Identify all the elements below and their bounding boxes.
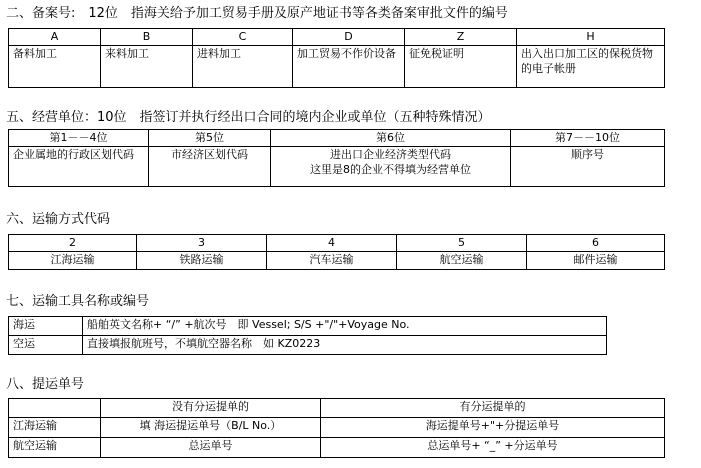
lading-label-air: 航空运输 bbox=[9, 438, 101, 458]
lading-header-with-split: 有分运提单的 bbox=[321, 399, 665, 418]
filing-cell-d: 加工贸易不作价设备 bbox=[293, 46, 405, 88]
filing-cell-c: 进料加工 bbox=[193, 46, 293, 88]
unit-cell-sequence: 顺序号 bbox=[511, 147, 665, 187]
vehicle-label-air: 空运 bbox=[9, 336, 83, 355]
unit-header-5: 第5位 bbox=[149, 130, 271, 147]
mode-code-4: 4 bbox=[267, 235, 397, 252]
business-unit-table bbox=[8, 129, 665, 187]
mode-name-air: 航空运输 bbox=[397, 252, 527, 270]
section-8-heading: 八、提运单号 bbox=[6, 377, 85, 392]
filing-cell-b: 来料加工 bbox=[101, 46, 193, 88]
filing-header-a: A bbox=[9, 29, 101, 46]
filing-header-c: C bbox=[193, 29, 293, 46]
lading-header-blank bbox=[9, 399, 101, 418]
vehicle-label-sea: 海运 bbox=[9, 317, 83, 336]
lading-header-without-split: 没有分运提单的 bbox=[101, 399, 321, 418]
bill-of-lading-table bbox=[8, 398, 665, 458]
filing-cell-a: 备料加工 bbox=[9, 46, 101, 88]
section-7-heading: 七、运输工具名称或编号 bbox=[6, 294, 150, 309]
unit-cell-region-code: 企业属地的行政区划代码 bbox=[9, 147, 149, 187]
mode-code-3: 3 bbox=[137, 235, 267, 252]
mode-name-rail: 铁路运输 bbox=[137, 252, 267, 270]
lading-sea-without-split: 填 海运提运单号（B/L No.） bbox=[101, 418, 321, 438]
filing-header-b: B bbox=[101, 29, 193, 46]
mode-name-sea: 江海运输 bbox=[9, 252, 137, 270]
mode-name-road: 汽车运输 bbox=[267, 252, 397, 270]
lading-air-without-split: 总运单号 bbox=[101, 438, 321, 458]
mode-code-6: 6 bbox=[527, 235, 665, 252]
unit-economic-type-text: 进出口企业经济类型代码 bbox=[330, 148, 451, 161]
lading-label-sea: 江海运输 bbox=[9, 418, 101, 438]
filing-number-table bbox=[8, 28, 665, 88]
unit-economic-type-note: 这里是8的企业不得填为经营单位 bbox=[310, 163, 471, 176]
section-6-heading: 六、运输方式代码 bbox=[6, 212, 111, 227]
filing-cell-z: 征免税证明 bbox=[405, 46, 517, 88]
section-5-heading: 五、经营单位：10位 指签订并执行经出口合同的境内企业或单位（五种特殊情况） bbox=[6, 110, 491, 125]
vehicle-value-sea: 船舶英文名称+ “/” +航次号 即 Vessel; S/S +"/"+Voyage No. bbox=[83, 317, 607, 336]
lading-air-with-split: 总运单号+ “_” +分运单号 bbox=[321, 438, 665, 458]
mode-name-mail: 邮件运输 bbox=[527, 252, 665, 270]
filing-header-d: D bbox=[293, 29, 405, 46]
unit-cell-economic-type bbox=[271, 147, 511, 187]
filing-cell-h: 出入出口加工区的保税货物的电子帐册 bbox=[517, 46, 665, 88]
filing-header-h: H bbox=[517, 29, 665, 46]
unit-cell-economic-zone: 市经济区划代码 bbox=[149, 147, 271, 187]
transport-vehicle-table bbox=[8, 316, 607, 355]
unit-header-6: 第6位 bbox=[271, 130, 511, 147]
unit-header-1-4: 第1－－4位 bbox=[9, 130, 149, 147]
vehicle-value-air: 直接填报航班号，不填航空器名称 如 KZ0223 bbox=[83, 336, 607, 355]
section-2-heading: 二、备案号: 12位 指海关给予加工贸易手册及原产地证书等各类备案审批文件的编号 bbox=[6, 6, 508, 21]
transport-mode-table bbox=[8, 234, 665, 270]
mode-code-2: 2 bbox=[9, 235, 137, 252]
mode-code-5: 5 bbox=[397, 235, 527, 252]
lading-sea-with-split: 海运提单号+"+分提运单号 bbox=[321, 418, 665, 438]
filing-header-z: Z bbox=[405, 29, 517, 46]
unit-header-7-10: 第7－－10位 bbox=[511, 130, 665, 147]
